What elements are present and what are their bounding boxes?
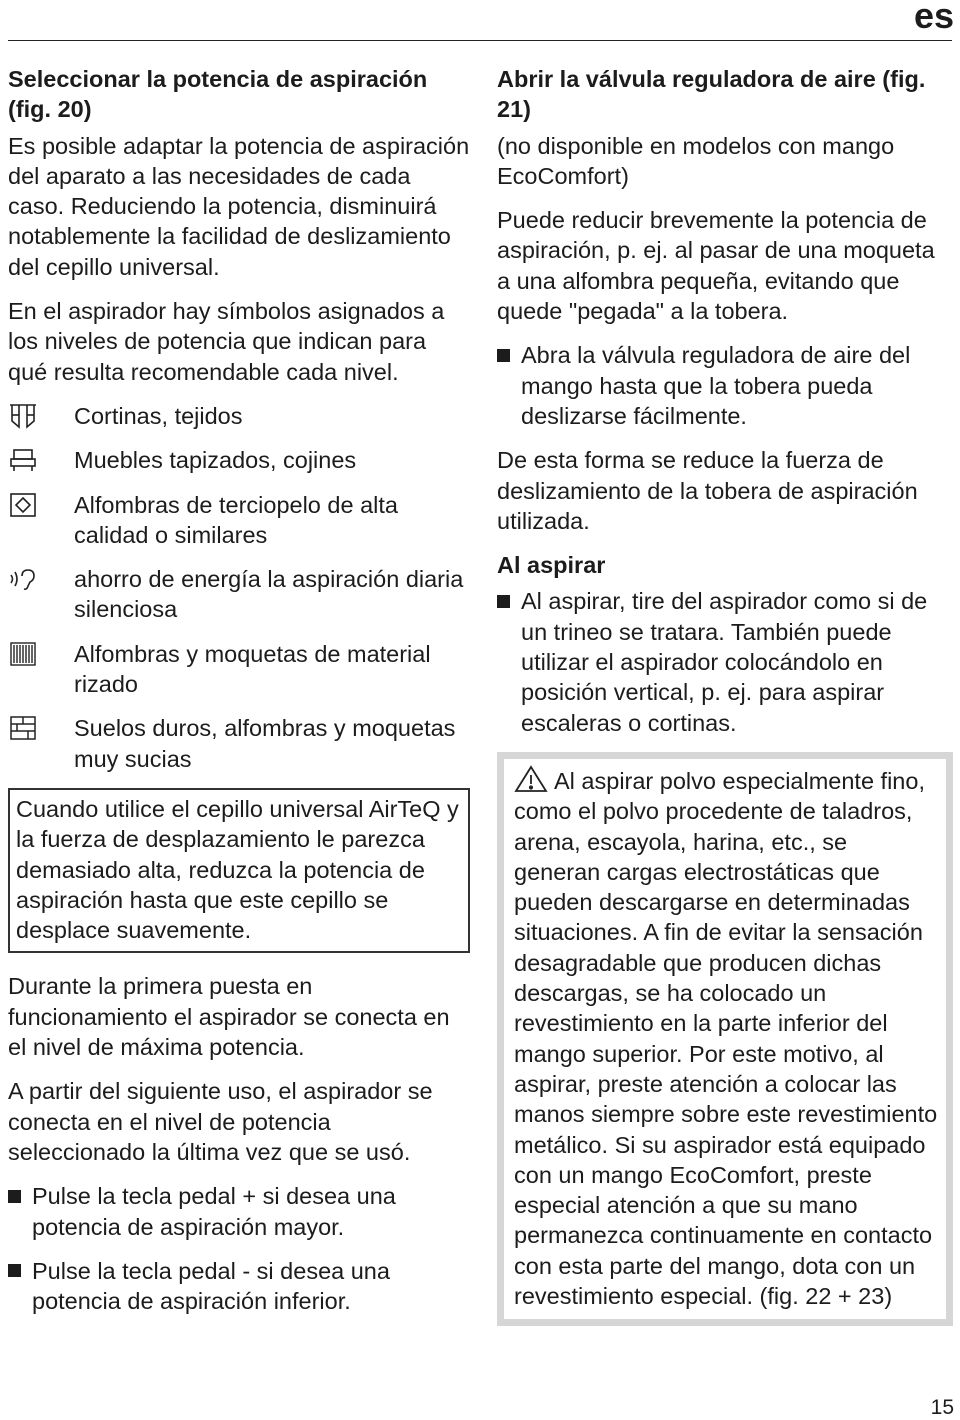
velour-rug-icon — [8, 490, 74, 520]
list-item — [497, 586, 953, 737]
section-heading-vacuuming: Al aspirar — [497, 552, 606, 579]
list-item-text: Pulse la tecla pedal - si desea una potencia de aspiración inferior. — [32, 1257, 390, 1315]
list-item — [497, 340, 953, 431]
warning-text: Al aspirar polvo especialmente fino, como el polvo procedente de taladros, arena, escayola, harina, etc., se generan cargas electrostáticas que pueden descargarse en determinadas situaciones. A fin de evitar la sensación desagradable que producen dichas descargas, se ha colocado un revestimiento en la parte inferior del mango superior. Por este motivo, al aspirar, preste atención a colocar las manos siempre sobre este revestimiento metálico. Si su aspirador está equipado con un mango EcoComfort, preste especial atención a que su mano permanezca continuamente en contacto con esta parte del mango, dota con un revestimiento especial. (fig. 22 + 23) — [514, 767, 938, 1309]
paragraph: De esta forma se reduce la fuerza de deslizamiento de la tobera de aspiración utilizada. — [497, 447, 918, 534]
language-code: es — [913, 0, 954, 36]
section-heading-air-valve: Abrir la válvula reguladora de aire (fig. 21) — [497, 66, 926, 123]
warning-paragraph — [514, 765, 938, 1311]
list-item-text: Abra la válvula reguladora de aire del mango hasta que la tobera pueda deslizarse fácilmente. — [521, 342, 911, 429]
hard-floor-icon — [8, 713, 74, 743]
armchair-icon — [8, 445, 74, 475]
symbol-label: Muebles tapizados, cojines — [74, 447, 357, 474]
section-heading-suction-power: Seleccionar la potencia de aspiración (fig. 20) — [8, 66, 428, 123]
bullet-square-icon — [497, 586, 521, 616]
list-item-text: Al aspirar, tire del aspirador como si de un trineo se tratara. También puede utilizar el aspirador colocándolo en posición vertical, p. ej. para aspirar escaleras o cortinas. — [521, 588, 928, 736]
paragraph: (no disponible en modelos con mango EcoComfort) — [497, 132, 895, 189]
loop-pile-carpet-icon — [8, 639, 74, 669]
paragraph: A partir del siguiente uso, el aspirador se conecta en el nivel de potencia seleccionado la última vez que se usó. — [8, 1078, 433, 1165]
curtain-icon — [8, 401, 74, 431]
list-item-text: Pulse la tecla pedal + si desea una potencia de aspiración mayor. — [32, 1183, 396, 1240]
list-item — [8, 1181, 470, 1242]
symbol-row — [8, 490, 470, 551]
bullet-square-icon — [8, 1181, 32, 1211]
symbol-label: Alfombras de terciopelo de alta calidad o similares — [74, 491, 398, 548]
page-number: 15 — [930, 1396, 954, 1419]
bullet-square-icon — [497, 340, 521, 370]
warning-triangle-icon — [514, 765, 548, 793]
left-column — [8, 64, 470, 1330]
warning-box — [497, 752, 953, 1326]
symbol-row — [8, 564, 470, 625]
paragraph: En el aspirador hay símbolos asignados a los niveles de potencia que indican para qué resulta recomendable cada nivel. — [8, 298, 445, 385]
note-text: Cuando utilice el cepillo universal AirTeQ y la fuerza de desplazamiento le parezca demasiado alta, reduzca la potencia de aspiración hasta que este cepillo se desplace suavemente. — [16, 795, 459, 944]
symbol-label: Cortinas, tejidos — [74, 402, 243, 429]
paragraph: Durante la primera puesta en funcionamiento el aspirador se conecta en el nivel de máxima potencia. — [8, 973, 450, 1061]
bullet-square-icon — [8, 1256, 32, 1286]
symbol-label: ahorro de energía la aspiración diaria silenciosa — [74, 566, 464, 623]
paragraph: Es posible adaptar la potencia de aspiración del aparato a las necesidades de cada caso. Reduciendo la potencia, disminuirá notablemente la facilidad de deslizamiento del cepillo universal. — [8, 132, 470, 280]
energy-saving-icon — [8, 564, 74, 594]
symbol-row — [8, 713, 470, 774]
list-item — [8, 1256, 470, 1317]
symbol-row — [8, 401, 470, 431]
symbol-row — [8, 639, 470, 700]
right-column — [497, 64, 953, 1326]
symbol-label: Alfombras y moquetas de material rizado — [74, 640, 431, 698]
header-rule — [8, 40, 952, 41]
note-box — [8, 788, 470, 953]
symbol-row — [8, 445, 470, 475]
symbol-label: Suelos duros, alfombras y moquetas muy sucias — [74, 715, 456, 772]
paragraph: Puede reducir brevemente la potencia de aspiración, p. ej. al pasar de una moqueta a una alfombra pequeña, evitando que quede "pegada" a la tobera. — [497, 207, 935, 325]
